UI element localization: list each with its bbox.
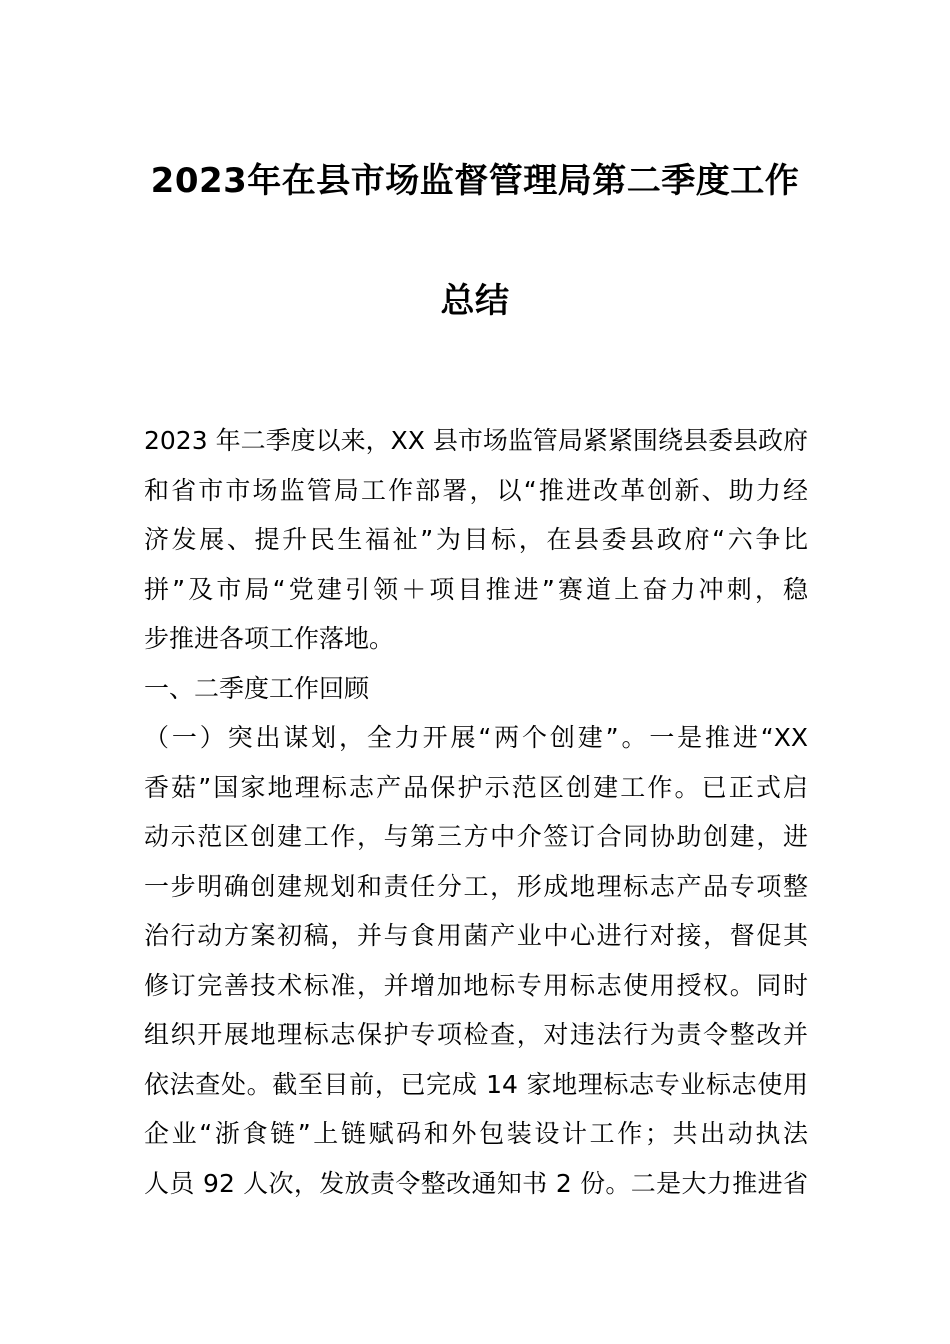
body-line: 和省市市场监管局工作部署，以“推进改革创新、助力经 xyxy=(144,475,808,505)
body-line: 香菇”国家地理标志产品保护示范区创建工作。已正式启 xyxy=(144,772,808,802)
body-line: 动示范区创建工作，与第三方中介签订合同协助创建，进 xyxy=(144,822,808,851)
body-line: 修订完善技术标准，并增加地标专用标志使用授权。同时 xyxy=(144,970,808,1000)
document-title-line-2: 总结 xyxy=(440,281,510,321)
document-body xyxy=(144,416,808,1208)
body-line: 人员 92 人次，发放责令整改通知书 2 份。二是大力推进省 xyxy=(144,1168,808,1198)
section-heading: 一、二季度工作回顾 xyxy=(144,673,370,703)
body-line: 企业“浙食链”上链赋码和外包装设计工作；共出动执法 xyxy=(144,1119,808,1148)
body-line: 依法查处。截至目前，已完成 14 家地理标志专业标志使用 xyxy=(144,1069,808,1099)
body-line: 组织开展地理标志保护专项检查，对违法行为责令整改并 xyxy=(144,1020,808,1049)
body-line: 一步明确创建规划和责任分工，形成地理标志产品专项整 xyxy=(144,871,808,901)
body-line: 拼”及市局“党建引领＋项目推进”赛道上奋力冲刺，稳 xyxy=(144,574,808,604)
body-line: （一）突出谋划，全力开展“两个创建”。一是推进“XX xyxy=(144,723,808,752)
body-line: 济发展、提升民生福祉”为目标，在县委县政府“六争比 xyxy=(144,525,808,554)
body-line: 2023 年二季度以来，XX 县市场监管局紧紧围绕县委县政府 xyxy=(144,426,808,455)
body-line: 步推进各项工作落地。 xyxy=(144,624,395,653)
document-title-line-1: 2023年在县市场监督管理局第二季度工作 xyxy=(150,161,800,201)
body-line: 治行动方案初稿，并与食用菌产业中心进行对接，督促其 xyxy=(144,921,808,950)
